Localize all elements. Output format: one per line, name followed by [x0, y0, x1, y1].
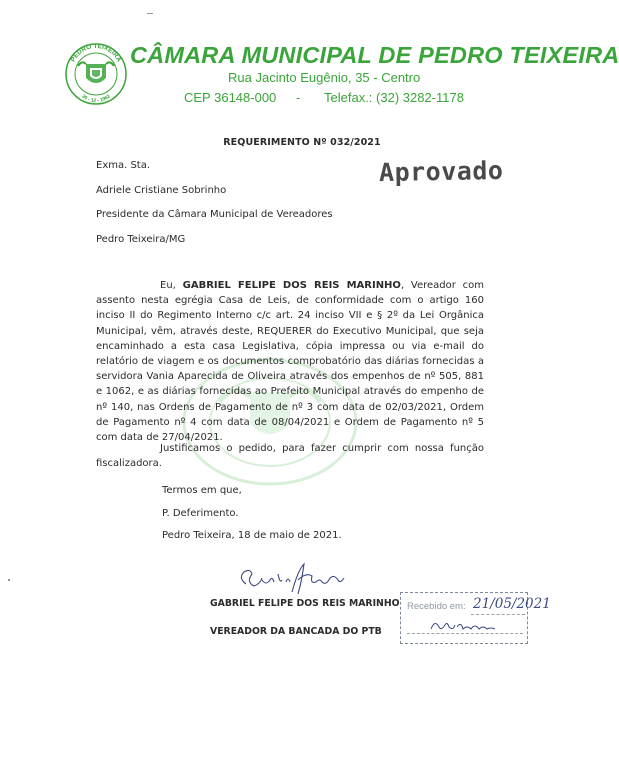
institution-address: Rua Jacinto Eugênio, 35 - Centro	[228, 70, 421, 85]
closing-line-1: Termos em que,	[162, 485, 242, 496]
place-and-date: Pedro Teixeira, 18 de maio de 2021.	[162, 530, 342, 541]
phone-number: Telefax.: (32) 3282-1178	[324, 90, 464, 105]
receipt-initials	[427, 615, 505, 635]
recipient-name: Adriele Cristiane Sobrinho	[96, 185, 227, 196]
handwritten-signature	[232, 560, 352, 598]
closing-line-2: P. Deferimento.	[162, 508, 239, 519]
scan-speck	[8, 579, 10, 581]
author-name: GABRIEL FELIPE DOS REIS MARINHO	[182, 280, 401, 291]
municipal-seal-icon	[64, 42, 128, 106]
svg-text:PEDRO TEIXEIRA: PEDRO TEIXEIRA	[69, 42, 123, 64]
institution-name: CÂMARA MUNICIPAL DE PEDRO TEIXEIRA	[130, 42, 619, 68]
receipt-date: 21/05/2021	[473, 596, 551, 612]
request-body	[96, 278, 484, 445]
body-intro: Eu,	[160, 280, 183, 291]
document-title: REQUERIMENTO Nº 032/2021	[223, 137, 381, 148]
signature-role: VEREADOR DA BANCADA DO PTB	[210, 626, 382, 637]
postal-code: CEP 36148-000	[184, 90, 277, 105]
body-text: , Vereador com assento nesta egrégia Casa de Leis, de conformidade com o artigo 160 inciso II do Regimento Interno c/c art. 24 inciso VII e § 2º da Lei Orgânica Municipal, vêm, através deste, REQUERER do Executivo Municipal, que seja encaminhado a esta casa Legislativa, cópia impressa ou via e-mail do relatório de viagem e os documentos comprobatório das diárias fornecidas a servidora Vania Aparecida de Oliveira através dos empenhos de nº 505, 881 e 1062, e as diárias fornecidas ao Prefeito Municipal através do empenho de nº 140, nas Ordens de Pagamento de nº 3 com data de 02/03/2021, Ordem de Pagamento nº 4 com data de 08/04/2021 e Ordem de Pagamento nº 5 com data de 27/04/2021.	[96, 280, 485, 444]
svg-text:30 - 12 - 1962: 30 - 12 - 1962	[80, 93, 112, 105]
recipient-role: Presidente da Câmara Municipal de Vereadores	[96, 209, 333, 220]
signature-name: GABRIEL FELIPE DOS REIS MARINHO	[210, 598, 400, 609]
justification: Justificamos o pedido, para fazer cumprir com nossa função fiscalizadora.	[96, 443, 484, 470]
scan-speck	[147, 13, 153, 14]
receipt-label: Recebido em:	[407, 601, 466, 612]
recipient-city: Pedro Teixeira/MG	[96, 234, 186, 245]
receipt-stamp	[400, 592, 551, 644]
salutation: Exma. Sta.	[96, 160, 151, 171]
receipt-signature-line	[407, 633, 523, 634]
approved-stamp: Aprovado	[378, 155, 504, 188]
contact-separator: -	[296, 90, 301, 105]
